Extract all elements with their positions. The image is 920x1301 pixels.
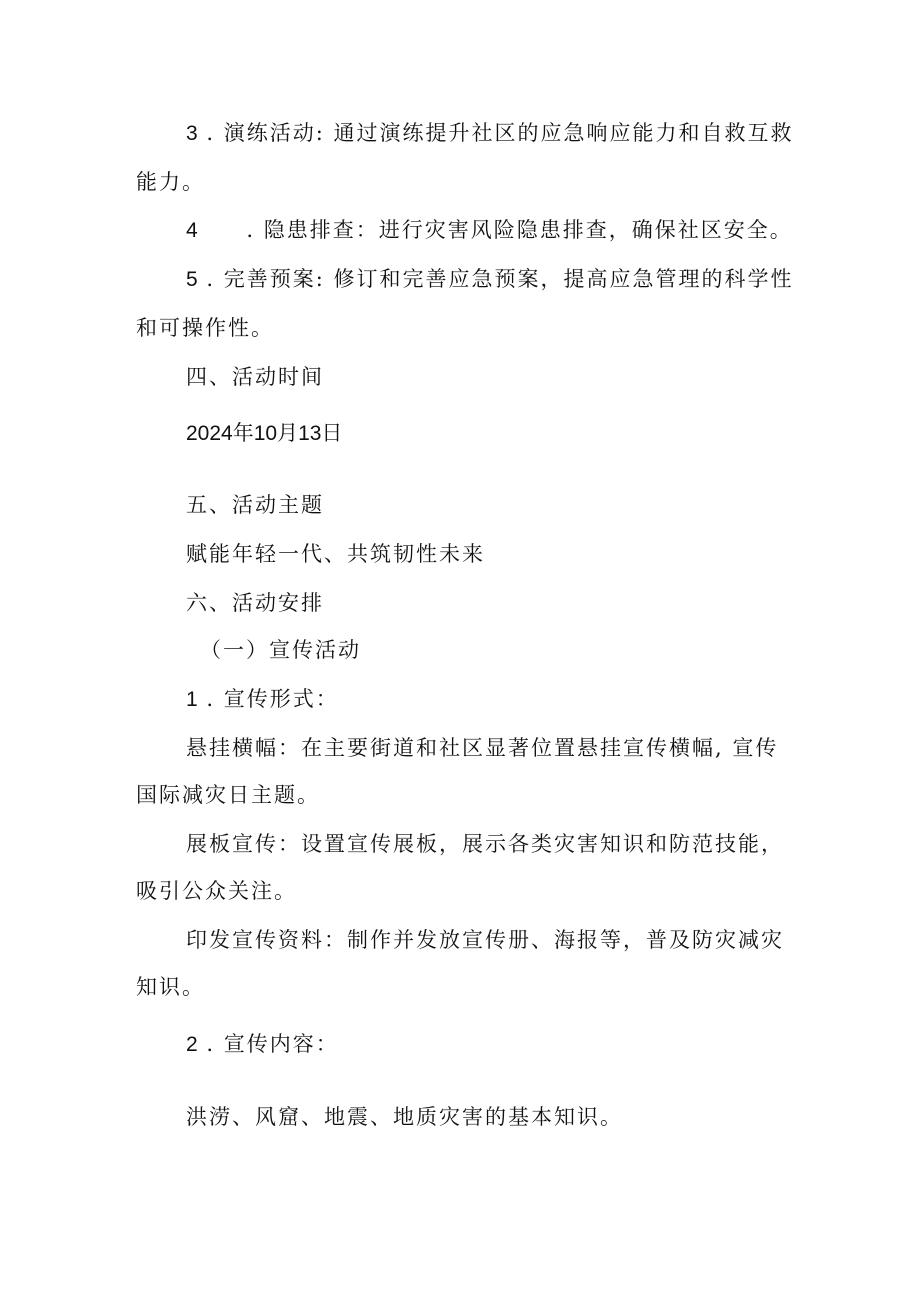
print-line-2: 知识。 [136,975,205,999]
publicity-topics: 洪涝、风窟、地震、地质灾害的基本知识。 [186,1105,623,1129]
item-4-number: 4 [186,219,198,242]
banner-line-1: 悬挂横幅：在主要街道和社区显著位置悬挂宣传横幅, 宣传 [186,736,779,760]
publicity-form-heading [186,686,339,713]
item-5-line-2: 和可操作性。 [136,316,274,340]
item-3-text: . 演练活动: 通过演练提升社区的应急响应能力和自救互救 [206,121,794,145]
board-line-1: 展板宣传：设置宣传展板，展示各类灾害知识和防范技能， [186,832,784,856]
item-5-line-1 [186,266,793,293]
item-4-line [186,217,793,244]
section-4-heading: 四、活动时间 [186,365,324,389]
publicity-form-label: . 宣传形式： [206,687,339,711]
board-line-2: 吸引公众关注。 [136,879,297,903]
item-4-text: . 隐患排查：进行灾害风险隐患排查，确保社区安全。 [246,218,793,242]
publicity-content-number: 2 [186,1033,198,1056]
publicity-content-heading [186,1031,339,1058]
item-3-line-1 [186,120,793,147]
subsection-publicity: （一）宣传活动 [200,638,361,662]
item-3-number: 3 [186,122,198,145]
activity-theme: 赋能年轻一代、共筑韧性未来 [186,542,485,566]
item-5-number: 5 [186,268,198,291]
banner-line-2: 国际减灾日主题。 [136,783,320,807]
print-line-1: 印发宣传资料：制作并发放宣传册、海报等，普及防灾减灾 [186,928,784,952]
item-3-line-2: 能力。 [136,170,205,194]
section-5-heading: 五、活动主题 [186,493,324,517]
item-5-text: . 完善预案: 修订和完善应急预案，提高应急管理的科学性 [206,267,794,291]
activity-date: 2024年10月13日 [186,422,343,445]
publicity-form-number: 1 [186,688,198,711]
section-6-heading: 六、活动安排 [186,591,324,615]
publicity-content-label: . 宣传内容： [206,1032,339,1056]
